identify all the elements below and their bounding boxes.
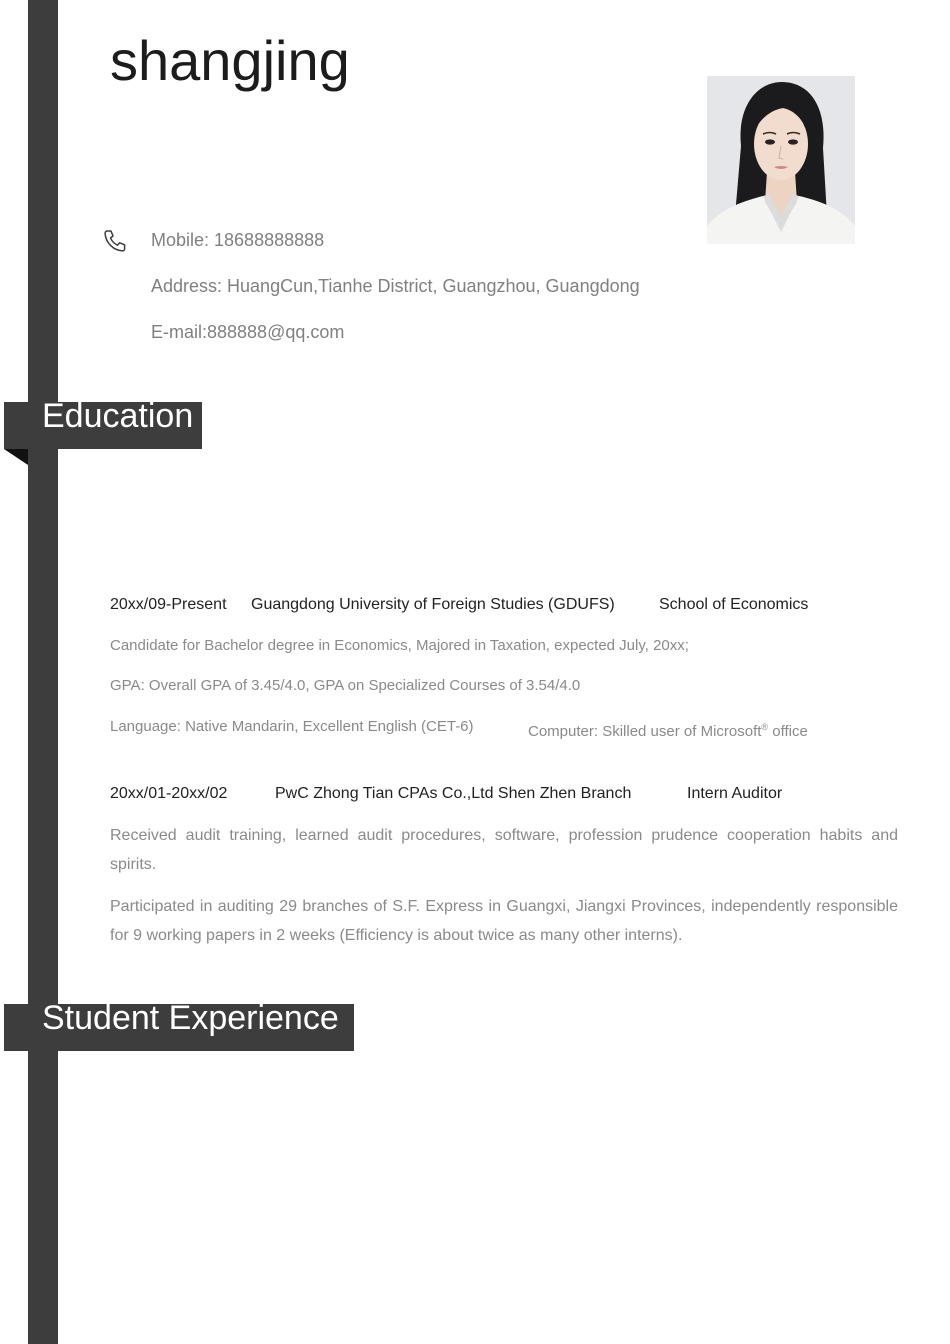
entry-role: Intern Auditor	[687, 785, 783, 802]
contact-mobile: Mobile: 18688888888	[151, 230, 325, 250]
contact-email: E-mail:888888@qq.com	[151, 322, 345, 342]
left-sidebar-stripe	[28, 0, 58, 1344]
internship-entry-header	[110, 783, 870, 805]
computer-skill-suffix: office	[768, 723, 808, 740]
entry-organization: Guangdong University of Foreign Studies (GDUFS)	[251, 596, 615, 613]
contact-address: Address: HuangCun,Tianhe District, Guangzhou, Guangdong	[151, 276, 640, 296]
section-tag-fold	[4, 449, 28, 465]
entry-detail-line	[110, 716, 870, 738]
section-title-education: Education	[42, 397, 194, 435]
language-skill: Language: Native Mandarin, Excellent English (CET-6)	[110, 718, 474, 735]
entry-date: 20xx/01-20xx/02	[110, 785, 228, 802]
entry-paragraph: Participated in auditing 29 branches of S.F. Express in Guangxi, Jiangxi Provinces, independently responsible for 9 working papers in 2 weeks (Efficiency is about twice as many other interns).	[110, 898, 898, 944]
registered-mark: ®	[761, 722, 769, 732]
phone-icon	[102, 228, 128, 254]
section-title-student-experience: Student Experience	[42, 999, 339, 1037]
section-tag-student-experience	[4, 999, 354, 1051]
education-entry-header	[110, 594, 870, 616]
computer-skill-text: Computer: Skilled user of Microsoft	[528, 723, 762, 740]
entry-date: 20xx/09-Present	[110, 596, 227, 613]
candidate-name: shangjing	[110, 29, 350, 92]
entry-detail-line: Candidate for Bachelor degree in Economics, Majored in Taxation, expected July, 20xx;	[110, 637, 689, 654]
portrait-illustration	[707, 76, 855, 244]
computer-skill	[528, 716, 808, 743]
entry-paragraph: Received audit training, learned audit procedures, software, profession prudence cooperation habits and spirits.	[110, 827, 898, 873]
entry-role: School of Economics	[659, 596, 809, 613]
entry-organization: PwC Zhong Tian CPAs Co.,Ltd Shen Zhen Branch	[275, 785, 632, 802]
entry-detail-line: GPA: Overall GPA of 3.45/4.0, GPA on Specialized Courses of 3.54/4.0	[110, 677, 581, 694]
section-tag-education	[4, 397, 202, 449]
portrait-photo	[707, 76, 855, 244]
